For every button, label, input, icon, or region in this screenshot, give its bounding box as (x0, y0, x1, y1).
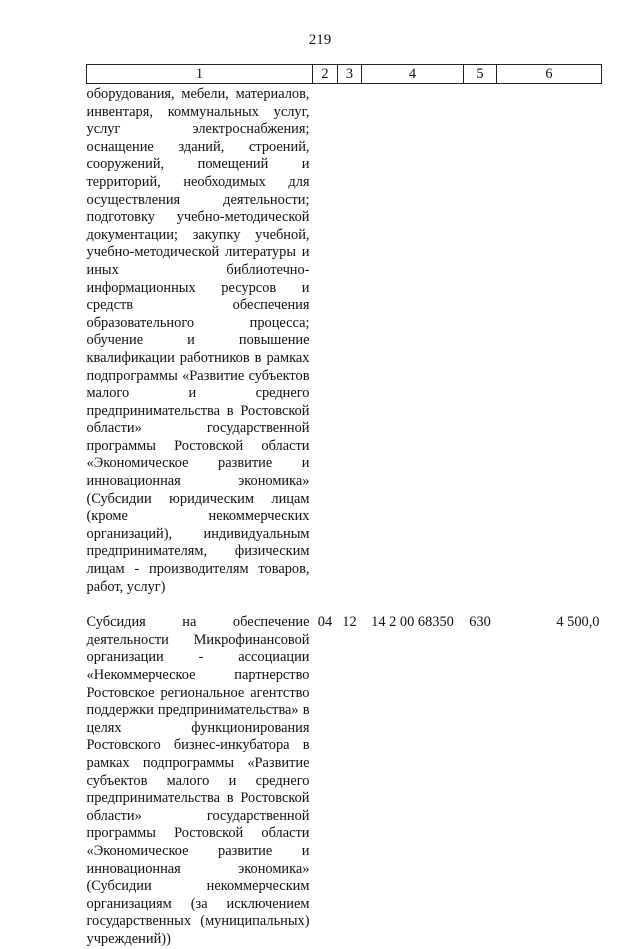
row-target-code (362, 84, 464, 615)
row-expense-type: 630 (469, 614, 491, 631)
header-col-1: 1 (87, 65, 313, 84)
row-amount: 4 500,0 (556, 614, 600, 631)
budget-table (86, 64, 602, 949)
row-section (313, 84, 338, 615)
row-subsection (338, 84, 362, 615)
header-col-4: 4 (362, 65, 464, 84)
page-number: 219 (308, 32, 332, 48)
header-col-3: 3 (338, 65, 362, 84)
header-col-6: 6 (497, 65, 602, 84)
header-row (87, 65, 602, 84)
row-description: оборудования, мебели, материалов, инвентаря, коммунальных услуг, услуг электроснабжения; оснащение зданий, строений, сооружений, помещений и территорий, необходимых для осуществления деятельности; подготовку учебно-методической документации; закупку учебной, учебно-методической литературы и иных библиотечно-информационных ресурсов и средств обеспечения образовательного процесса; обучение и повышение квалификации работников в рамках подпрограммы «Развитие субъектов малого и среднего предпринимательства в Ростовской области» государственной программы Ростовской области «Экономическое развитие и инновационная экономика» (Субсидии юридическим лицам (кроме некоммерческих организаций), индивидуальным предпринимателям, физическим лицам - производителям товаров, работ, услуг) (86, 86, 310, 595)
table-row (87, 84, 602, 615)
row-description: Субсидия на обеспечение деятельности Микрофинансовой организации - ассоциации «Некоммерческое партнерство Ростовское региональное агентство поддержки предпринимательства» в целях функционирования Ростовского бизнес-инкубатора в рамках подпрограммы «Развитие субъектов малого и среднего предпринимательства в Ростовской области» государственной программы Ростовской области «Экономическое развитие и инновационная экономика» (Субсидии некоммерческим организациям (за исключением государственных (муниципальных) учреждений)) (86, 614, 310, 947)
row-amount (497, 84, 602, 615)
table-header (87, 65, 602, 84)
header-col-5: 5 (464, 65, 497, 84)
header-col-2: 2 (313, 65, 338, 84)
row-subsection: 12 (342, 614, 357, 631)
row-section: 04 (317, 614, 333, 631)
row-target-code: 14 2 00 68350 (371, 614, 454, 631)
budget-table-container (86, 64, 601, 949)
table-row (87, 614, 602, 948)
row-expense-type (464, 84, 497, 615)
table-body (87, 84, 602, 949)
